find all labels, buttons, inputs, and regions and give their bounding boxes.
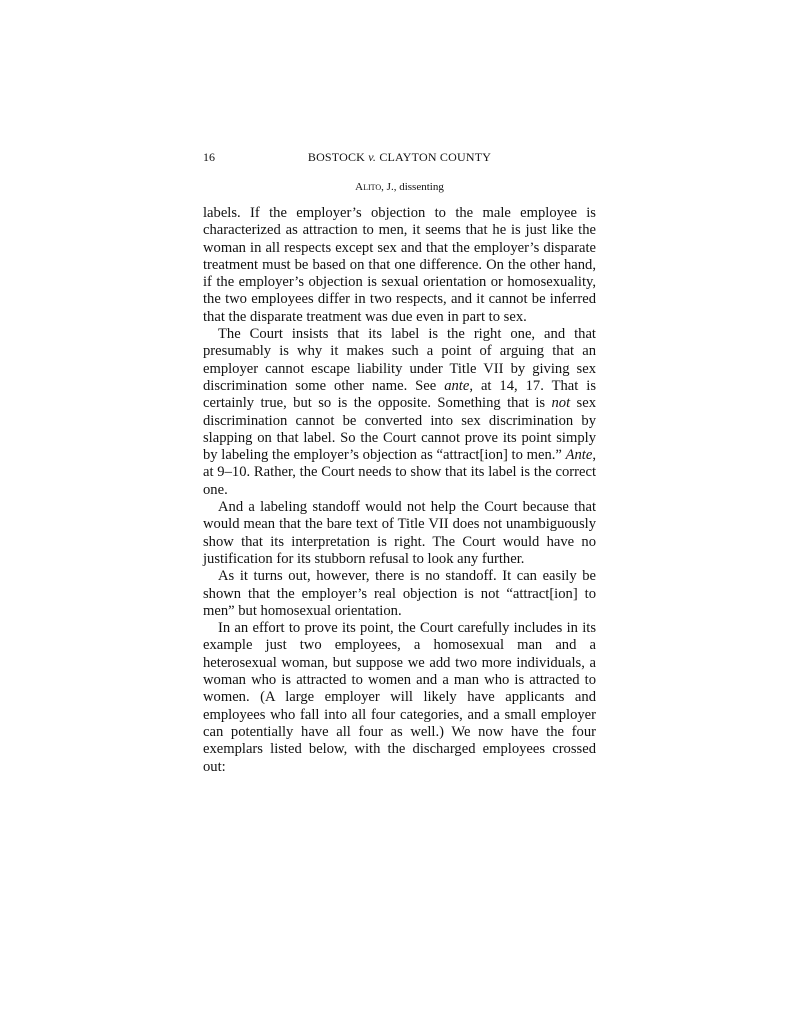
emphasis-not: not bbox=[551, 395, 571, 412]
running-head bbox=[203, 149, 596, 165]
paragraph-2-part-g: , at 9–10. Rather, the Court needs to show that its label is the correct one. bbox=[203, 447, 596, 498]
paragraph-2-part-a: The Court insists that its label is the right one, and that presumably is why it makes such a point of arguing that an employer cannot escape liability under Title VII by giving sex discrimination some other name. See bbox=[203, 326, 596, 394]
case-party-2: CLAYTON COUNTY bbox=[379, 150, 492, 164]
paragraph-1: labels. If the employer’s objection to the male employee is characterized as attraction to men, it seems that he is just like the woman in all respects except sex and that the employer’s disparate treatment must be based on that one difference. On the other hand, if the employer’s objection is sexual orientation or homosexuality, the two employees differ in two respects, and it cannot be inferred that the disparate treatment was due even in part to sex. bbox=[203, 205, 596, 325]
case-title bbox=[203, 149, 596, 165]
case-versus: v. bbox=[368, 150, 377, 164]
citation-ante: ante bbox=[444, 377, 470, 394]
page-number: 16 bbox=[203, 150, 215, 164]
opinion-body bbox=[203, 205, 596, 776]
paragraph-3: And a labeling standoff would not help the Court because that would mean that the bare text of Title VII does not unambiguously show that its interpretation is right. The Court would have no justification for its stubborn refusal to look any further. bbox=[203, 499, 596, 567]
opinion-author: Alito bbox=[355, 181, 382, 193]
paragraph-4: As it turns out, however, there is no standoff. It can easily be shown that the employer’s real objection is not “attract[ion] to men” but homosexual orientation. bbox=[203, 568, 596, 619]
opinion-line bbox=[203, 180, 596, 194]
paragraph-2-part-c: , at 14, 17. That is certainly true, but so is the opposite. Something that is bbox=[203, 377, 596, 412]
paragraph-2 bbox=[203, 326, 596, 499]
opinion-suffix: , J., dissenting bbox=[381, 181, 444, 193]
case-party-1: BOSTOCK bbox=[307, 150, 366, 164]
paragraph-5: In an effort to prove its point, the Court carefully includes in its example just two employees, a homosexual man and a heterosexual woman, but suppose we add two more individuals, a woman who is attracted to women and a man who is attracted to women. (A large employer will likely have applicants and employees who fall into all four categories, and a small employer can potentially have all four as well.) We now have the four exemplars listed below, with the discharged employees crossed out: bbox=[203, 620, 596, 775]
citation-ante-2: Ante bbox=[565, 447, 593, 464]
paragraph-2-part-e: sex discrimination cannot be converted into sex discrimination by slapping on that label. So the Court cannot prove its point simply by labeling the employer’s objection as “attract[ion] to men.” bbox=[203, 395, 596, 464]
